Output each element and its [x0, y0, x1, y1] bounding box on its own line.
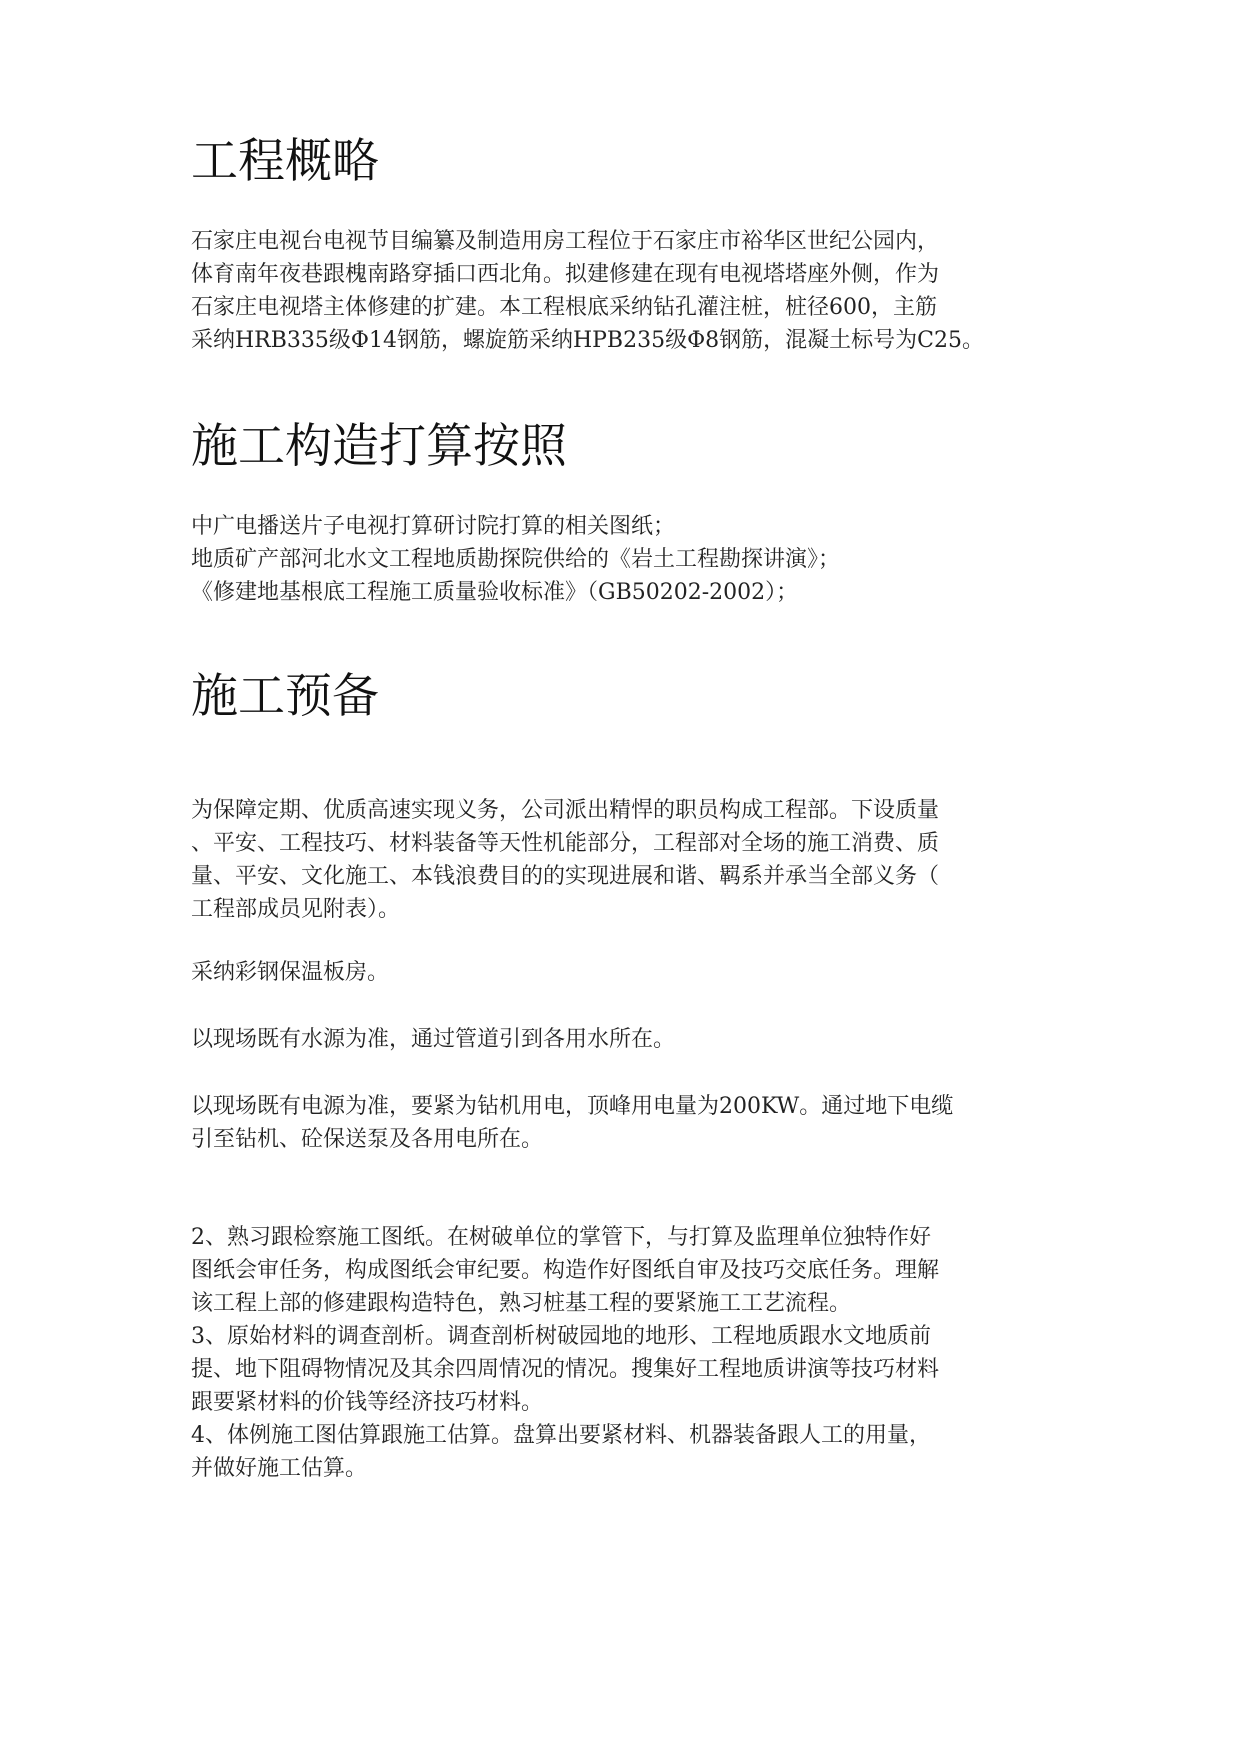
- text-line: 提、地下阻碍物情况及其余四周情况的情况。搜集好工程地质讲演等技巧材料: [191, 1357, 940, 1382]
- basis-paragraph: [191, 510, 1061, 609]
- text-line: 、平安、工程技巧、材料装备等天性机能部分，工程部对全场的施工消费、质: [191, 831, 940, 856]
- text-line: 《修建地基根底工程施工质量验收标准》（GB50202-2002）；: [191, 580, 799, 605]
- text-line: 2、熟习跟检察施工图纸。在树破单位的掌管下，与打算及监理单位独特作好: [191, 1225, 931, 1250]
- text-line: 以现场既有水源为准，通过管道引到各用水所在。: [191, 1027, 676, 1052]
- section-heading-preparation: 施工预备: [191, 669, 379, 724]
- text-line: 体育南年夜巷跟槐南路穿插口西北角。拟建修建在现有电视塔塔座外侧，作为: [191, 262, 940, 287]
- text-line: 4、体例施工图估算跟施工估算。盘算出要紧材料、机器装备跟人工的用量，: [191, 1423, 931, 1448]
- text-line: 石家庄电视塔主体修建的扩建。本工程根底采纳钻孔灌注桩，桩径600，主筋: [191, 295, 937, 320]
- text-line: 量、平安、文化施工、本钱浪费目的的实现进展和谐、羁系并承当全部义务（: [191, 864, 940, 889]
- preparation-paragraph-organization: [191, 794, 1061, 926]
- text-line: 3、原始材料的调查剖析。调查剖析树破园地的地形、工程地质跟水文地质前: [191, 1324, 931, 1349]
- text-line: 图纸会审任务，构成图纸会审纪要。构造作好图纸自审及技巧交底任务。理解: [191, 1258, 940, 1283]
- text-line: 地质矿产部河北水文工程地质勘探院供给的《岩土工程勘探讲演》；: [191, 547, 841, 572]
- text-line: 采纳彩钢保温板房。: [191, 960, 390, 985]
- text-line: 跟要紧材料的价钱等经济技巧材料。: [191, 1390, 544, 1415]
- text-line: 以现场既有电源为准，要紧为钻机用电，顶峰用电量为200KW。通过地下电缆: [191, 1094, 954, 1119]
- text-line: 并做好施工估算。: [191, 1456, 368, 1481]
- section-heading-basis: 施工构造打算按照: [191, 419, 567, 474]
- preparation-paragraph-power: [191, 1090, 1061, 1156]
- text-line: 中广电播送片子电视打算研讨院打算的相关图纸；: [191, 514, 676, 539]
- text-line: 工程部成员见附表）。: [191, 897, 401, 922]
- text-line: 采纳HRB335级Φ14钢筋，螺旋筋采纳HPB235级Φ8钢筋，混凝土标号为C25。: [191, 328, 984, 353]
- preparation-paragraph-housing: [191, 956, 1061, 989]
- preparation-paragraph-technical: [191, 1221, 1061, 1485]
- overview-paragraph: [191, 225, 1061, 357]
- text-line: 为保障定期、优质高速实现义务，公司派出精悍的职员构成工程部。下设质量: [191, 798, 940, 823]
- text-line: 该工程上部的修建跟构造特色，熟习桩基工程的要紧施工工艺流程。: [191, 1291, 852, 1316]
- text-line: 引至钻机、砼保送泵及各用电所在。: [191, 1127, 544, 1152]
- preparation-paragraph-water: [191, 1023, 1061, 1056]
- text-line: 石家庄电视台电视节目编纂及制造用房工程位于石家庄市裕华区世纪公园内，: [191, 229, 940, 254]
- section-heading-overview: 工程概略: [191, 134, 379, 189]
